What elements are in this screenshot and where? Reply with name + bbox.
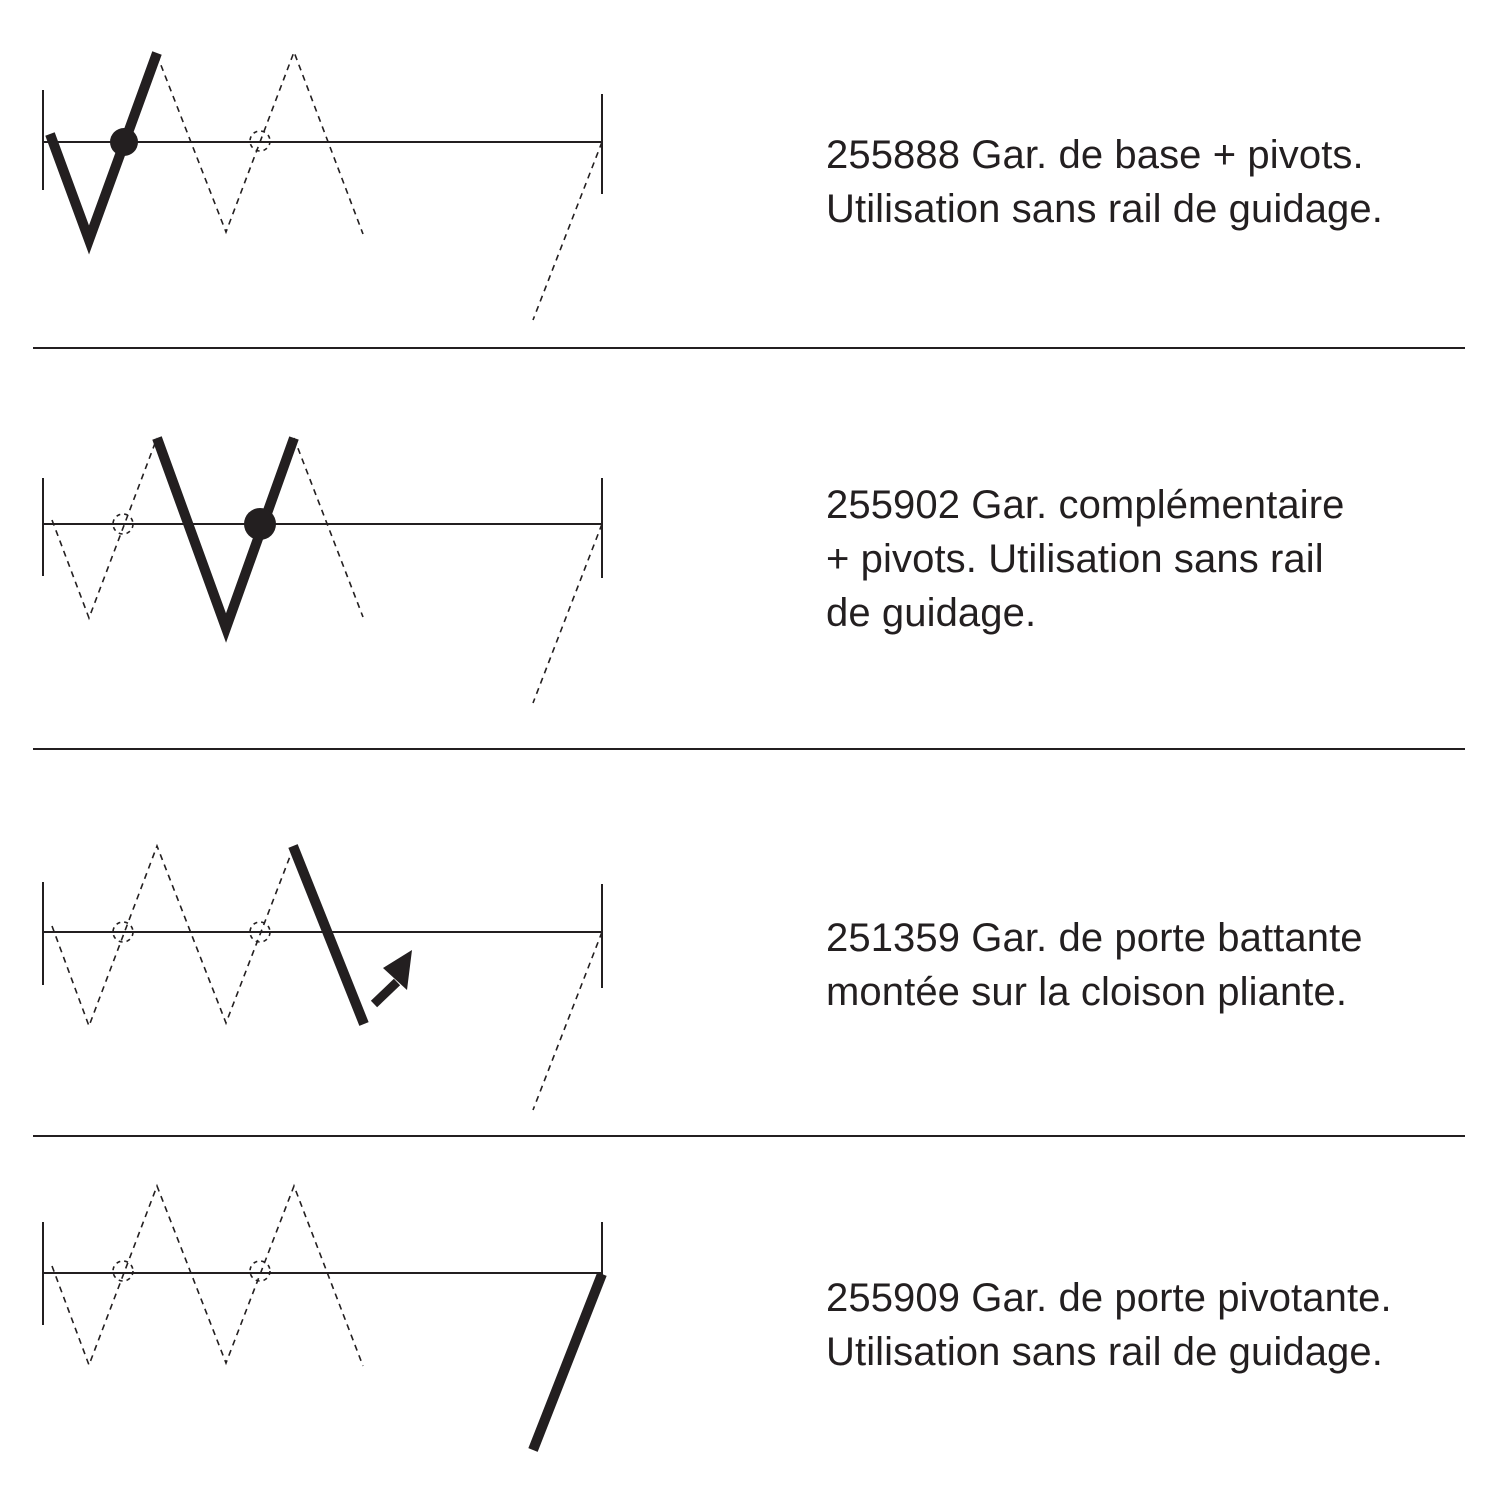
ghost-pivot-2 [250,1261,270,1281]
separator-2 [33,748,1465,750]
panel-3 [0,810,1500,1136]
ghost-door [533,932,602,1110]
panel-2-caption: 255902 Gar. complémentaire + pivots. Utilisation sans rail de guidage. [826,483,1345,635]
ghost-panels [52,1186,363,1366]
highlighted-panels [157,438,294,628]
ghost-door [533,142,602,320]
folding-partition-diagram-3 [0,810,760,1136]
ghost-door [533,524,602,703]
panel-4-caption: 255909 Gar. de porte pivotante. Utilisation sans rail de guidage. [826,1276,1392,1374]
swing-arrow-shaft [374,982,397,1004]
ghost-panels-left [52,438,157,618]
panel-2 [0,400,1500,748]
ghost-panels [52,846,294,1026]
separator-3 [33,1135,1465,1137]
panel-4 [0,1150,1500,1500]
folding-partition-diagram-2 [0,400,760,748]
ghost-pivot-1 [113,1261,133,1281]
folding-partition-diagram-4 [0,1150,760,1500]
swing-door-panel [293,846,364,1024]
highlighted-panels [50,53,157,240]
separator-1 [33,347,1465,349]
ghost-panel-right [294,438,363,617]
panel-1 [0,0,1500,348]
pivot-dot [244,508,276,540]
panel-3-caption: 251359 Gar. de porte battante montée sur la cloison pliante. [826,916,1363,1014]
pivot-dot [110,128,138,156]
pivot-door-panel [533,1274,602,1450]
folding-partition-diagram-1 [0,0,760,348]
panel-1-caption: 255888 Gar. de base + pivots. Utilisation sans rail de guidage. [826,133,1383,231]
